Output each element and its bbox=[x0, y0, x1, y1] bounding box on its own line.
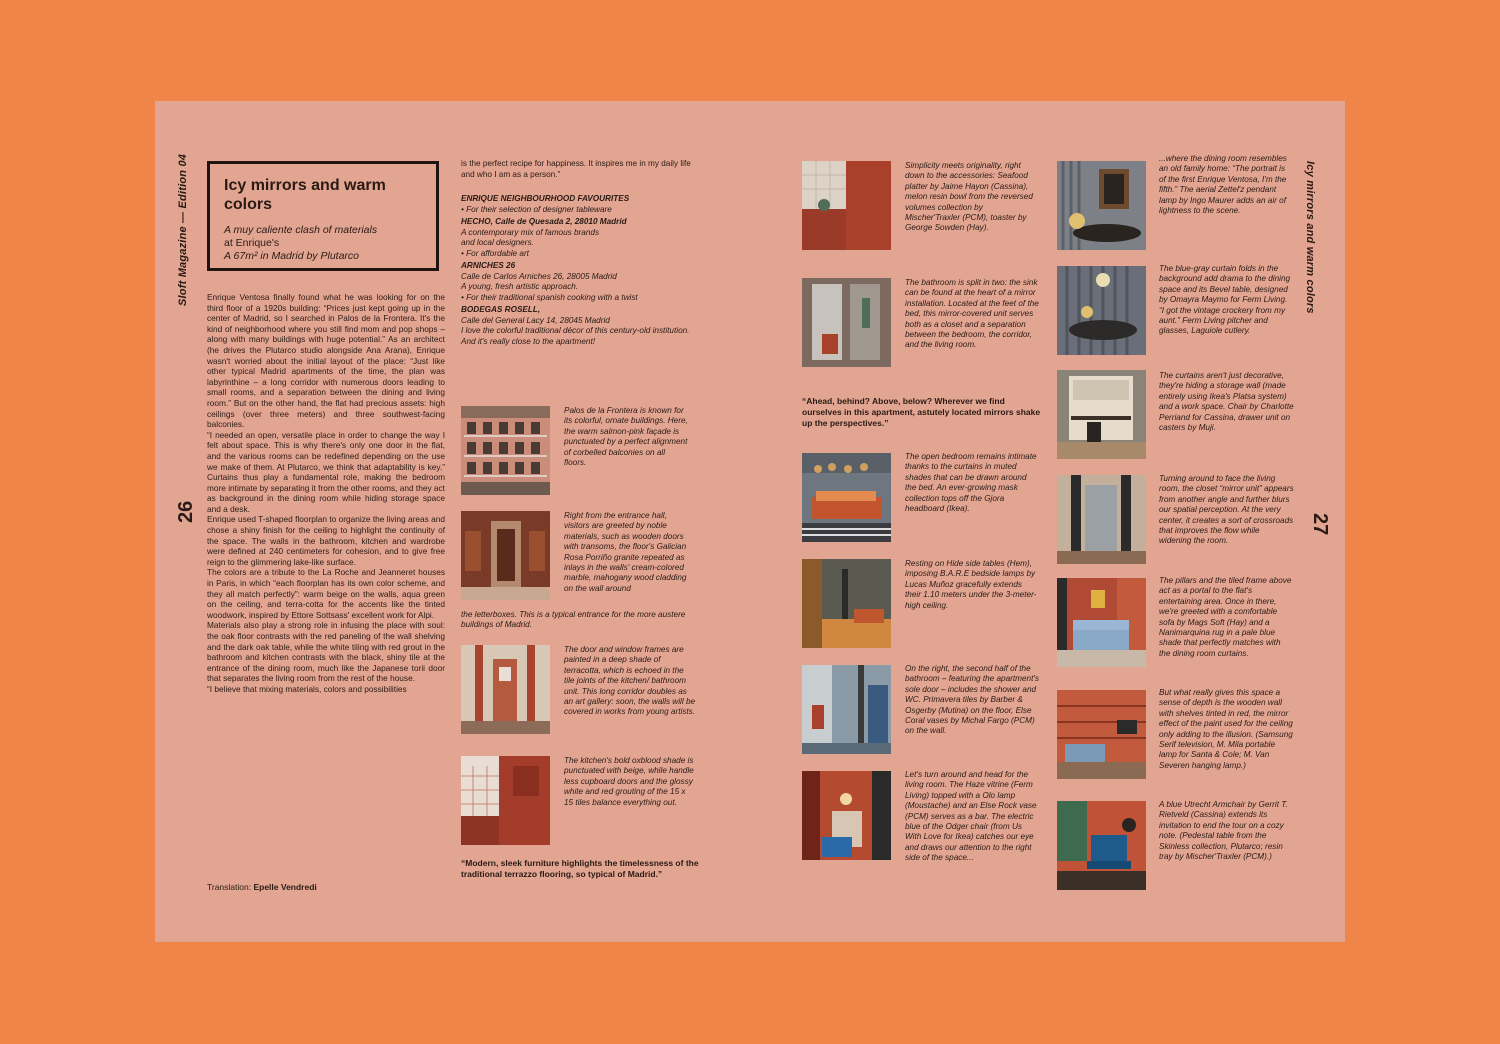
photo-caption: Resting on Hide side tables (Hem), imposing B.A.R.E bedside lamps by Lucas Muñoz gracefully extends their 1.10 meters under the 3-meter-high ceiling. bbox=[905, 559, 1037, 610]
corridor-photo bbox=[461, 645, 550, 734]
shower-room-photo bbox=[802, 665, 891, 754]
article-subtitle bbox=[224, 224, 422, 263]
article-title-box bbox=[207, 161, 439, 271]
bathroom-mirror-photo bbox=[802, 278, 891, 367]
page-number-right: 27 bbox=[1309, 513, 1331, 536]
photo-caption: Turning around to face the living room, the closet “mirror unit” appears from another angle and further blurs our spatial perception. At the very center, it creates a sort of crossroads that improves the flow while widening the room. bbox=[1159, 474, 1294, 546]
photo-caption: The kitchen's bold oxblood shade is punctuated with beige, while handle less cupboard doors and the glossy white and red grouting of the 15 x 15 tiles balance everything out. bbox=[564, 756, 694, 807]
photo-caption: The pillars and the tiled frame above act as a portal to the flat's entertaining area. Once in there, we're greeted with a comfortable sofa by Mags Soft (Hay) and a Nanimarquina rug in a pale blue shade that perfectly matches with the dining room curtains. bbox=[1159, 576, 1292, 658]
photo-caption: Simplicity meets originality, right down to the accessories: Seafood platter by Jaime Hayon (Cassina), melon resin bowl from the reversed volumes collection by Mischer'Traxler (PCM), toaster by George Sowden (Hay). bbox=[905, 161, 1033, 233]
facade-photo bbox=[461, 406, 550, 495]
kitchen-photo bbox=[461, 756, 550, 845]
bedroom-photo bbox=[802, 453, 891, 542]
favourite-description: A contemporary mix of famous brands bbox=[461, 227, 600, 237]
bedside-lamp-photo bbox=[802, 559, 891, 648]
armchair-photo bbox=[1057, 801, 1146, 890]
favourites-column bbox=[461, 159, 699, 347]
body-paragraph: Enrique used T-shaped floorplan to organize the living areas and chose a shiny finish for the ceiling to highlight the continuity of the space. The walls in the bathroom, kitchen and wardrobe were defined at 240 centimeters for cohesion, and to give free reign to the glimmering lake-like surface. bbox=[207, 514, 445, 567]
body-paragraph: The colors are a tribute to the La Roche and Jeanneret houses in Paris, in which “each floorplan has its own color scheme, and they all match perfectly”: warm beige on the walls, aqua green on the ceiling, and terra-cotta for the accents like the tinted woodwork, inspired by Ettore Sottsass' excellent work for Alpi. bbox=[207, 567, 445, 620]
favourite-venue-name: ARNICHES 26 bbox=[461, 261, 516, 270]
entrance-hall-photo bbox=[461, 511, 550, 600]
body-paragraph: Materials also play a strong role in infusing the place with soul: the oak floor contrasts with the red paneling of the wall shelving and the dark oak table, while the white tiling with red grout in the bathroom and kitchen contrasts with the black, shiny tile at the entrance of the dining room, much like the Japanese torii door that separates the living room from the rest of the house. bbox=[207, 620, 445, 684]
favourite-description: • For affordable art bbox=[461, 248, 529, 258]
favourite-venue-name: HECHO, Calle de Quesada 2, 28010 Madrid bbox=[461, 217, 627, 226]
subtitle-line: A 67m² in Madrid by Plutarco bbox=[224, 250, 359, 262]
page-number-left: 26 bbox=[175, 500, 197, 523]
body-paragraph: Enrique Ventosa finally found what he was looking for on the third floor of a 1920s building: “Prices just kept going up in the center of Madrid, so I searched in Palos de la Frontera. It's the kind of neighborhood where you still find mom and pop shops – along with many buildings with huge potential.” As an architect (he drives the Plutarco studio alongside Ana Arana), Enrique wasn't worried about the initial layout of the place: “Just like other typical Madrid apartments of the time, the plan was labyrinthine – a long corridor with numerous doors leading to small rooms, and a separation between the dining and living room.” But on the other hand, the flat had precious assets: high ceilings (over three meters) and three southwest-facing balconies. bbox=[207, 292, 445, 430]
dining-portrait-photo bbox=[1057, 161, 1146, 250]
sofa-photo bbox=[1057, 578, 1146, 667]
favourite-venue-name: BODEGAS ROSELL, bbox=[461, 305, 541, 314]
mirror-unit-photo bbox=[1057, 475, 1146, 564]
magazine-edition-label: Sloft Magazine — Edition 04 bbox=[177, 153, 189, 306]
article-running-title: Icy mirrors and warm colors bbox=[1304, 161, 1316, 314]
kitchen-accessories-photo bbox=[802, 161, 891, 250]
body-text-column bbox=[207, 292, 445, 695]
favourite-description: I love the colorful traditional décor of this century-old institution. And it's really close to the apartment! bbox=[461, 326, 690, 346]
translation-credit bbox=[207, 882, 317, 892]
body-paragraph: is the perfect recipe for happiness. It inspires me in my daily life and who I am as a person.” bbox=[461, 159, 691, 179]
body-paragraph: “I believe that mixing materials, colors and possibilities bbox=[207, 683, 407, 694]
photo-caption: The open bedroom remains intimate thanks to the curtains in muted shades that can be drawn around the bed. An ever-growing mask collection tops off the Gjora headboard (Ikea). bbox=[905, 452, 1037, 514]
favourite-description: and local designers. bbox=[461, 238, 534, 247]
shelving-wall-photo bbox=[1057, 690, 1146, 779]
subtitle-line: A muy caliente clash of materials bbox=[224, 224, 378, 236]
favourite-description: • For their traditional spanish cooking with a twist bbox=[461, 292, 638, 302]
photo-caption: Right from the entrance hall, visitors are greeted by noble materials, such as wooden doors with transoms, the floor's Galician Rosa Porriño granite repeated as inlays in the walls' cream-colored marble, mahogany wood cladding on the wall around bbox=[564, 511, 687, 593]
favourite-description: Calle de Carlos Arniches 26, 28005 Madrid bbox=[461, 271, 617, 281]
photo-caption: ...where the dining room resembles an old family home: “The portrait is of the first Enrique Ventosa, I'm the fifth.” The aerial Zettel'z pendant lamp by Ingo Maurer adds an air of lightness to the scene. bbox=[1159, 154, 1287, 216]
living-room-bar-photo bbox=[802, 771, 891, 860]
photo-caption: The door and window frames are painted in a deep shade of terracotta, which is echoed in the tile joints of the kitchen/ bathroom unit. This long corridor doubles as an art gallery: soon, the walls will be covered in works from young artists. bbox=[564, 645, 696, 717]
favourites-list bbox=[461, 205, 699, 348]
article-title: Icy mirrors and warm colors bbox=[224, 177, 386, 213]
photo-caption: The curtains aren't just decorative, they're hiding a storage wall (made entirely using Ikea's Platsa system) and a work space. Chair by Charlotte Perriand for Cassina, drawer unit on casters by Muji. bbox=[1159, 371, 1294, 433]
pull-quote: “Ahead, behind? Above, below? Wherever we find ourselves in this apartment, astutely located mirrors shake up the perspectives.” bbox=[802, 396, 1041, 428]
dining-curtain-photo bbox=[1057, 266, 1146, 355]
photo-caption: Palos de la Frontera is known for its colorful, ornate buildings. Here, the warm salmon-pink façade is punctuated by a perfect alignment of corbelled balconies on all floors. bbox=[564, 406, 688, 468]
pull-quote: “Modern, sleek furniture highlights the timelessness of the traditional terrazzo flooring, so typical of Madrid.” bbox=[461, 858, 699, 879]
body-paragraph: “I needed an open, versatile place in order to change the way I felt about space. This is why there's only one door in the flat, and the various rooms can be redefined depending on the use we make of them. At Plutarco, we think that adaptability is key.” Curtains thus play a fundamental role, making the bedroom more intimate by separating it from the other rooms, and they act as background in the dining room while hiding storage space and a desk. bbox=[207, 429, 445, 514]
translation-label: Translation: bbox=[207, 882, 252, 892]
magazine-spread bbox=[155, 101, 1345, 942]
photo-caption: A blue Utrecht Armchair by Gerrit T. Rietveld (Cassina) extends its invitation to end the tour on a cozy note. (Pedestal table from the Skinless collection, Plutarco; resin tray by Mischer'Traxler (PCM).) bbox=[1159, 800, 1288, 862]
photo-caption-continued: the letterboxes. This is a typical entrance for the more austere buildings of Madrid. bbox=[461, 610, 686, 630]
favourites-heading: ENRIQUE NEIGHBOURHOOD FAVOURITES bbox=[461, 194, 630, 203]
photo-caption: On the right, the second half of the bathroom – featuring the apartment's sole door – includes the shower and WC. Primavera tiles by Barber & Osgerby (Mutina) on the floor, Else Coral vases by Michal Fargo (PCM) on the wall. bbox=[905, 664, 1040, 736]
translator-name: Epelle Vendredi bbox=[253, 882, 317, 892]
favourite-description: • For their selection of designer tableware bbox=[461, 204, 612, 214]
photo-caption: The blue-gray curtain folds in the background add drama to the dining space and its Bevel table, designed by Omayra Maymo for Ferm Living. “I got the vintage crockery from my aunt.” Ferm Living pitcher and glasses, Laguiole cutlery. bbox=[1159, 264, 1291, 336]
subtitle-line: at Enrique's bbox=[224, 237, 280, 249]
favourite-description: Calle del General Lacy 14, 28045 Madrid bbox=[461, 315, 610, 325]
photo-caption: Let's turn around and head for the living room. The Haze vitrine (Ferm Living) topped with a Olo lamp (Moustache) and an Else Rock vase (PCM) serves as a bar. The electric blue of the Odger chair (from Us With Love for Ikea) catches our eye and draws our attention to the right side of the space... bbox=[905, 770, 1037, 863]
favourite-description: A young, fresh artistic approach. bbox=[461, 282, 579, 291]
photo-caption: The bathroom is split in two: the sink can be found at the heart of a mirror installation. Located at the feet of the bed, this mirror-covered unit serves both as a closet and a separation between the bedroom, the corridor, and the living room. bbox=[905, 278, 1039, 350]
storage-desk-photo bbox=[1057, 370, 1146, 459]
photo-caption: But what really gives this space a sense of depth is the wooden wall with shelves tinted in red, the mirror effect of the paint used for the ceiling only adding to the illusion. (Samsung Serif television, M. Mila portable lamp for Santa & Cole; M. Van Severen hanging lamp.) bbox=[1159, 688, 1293, 770]
